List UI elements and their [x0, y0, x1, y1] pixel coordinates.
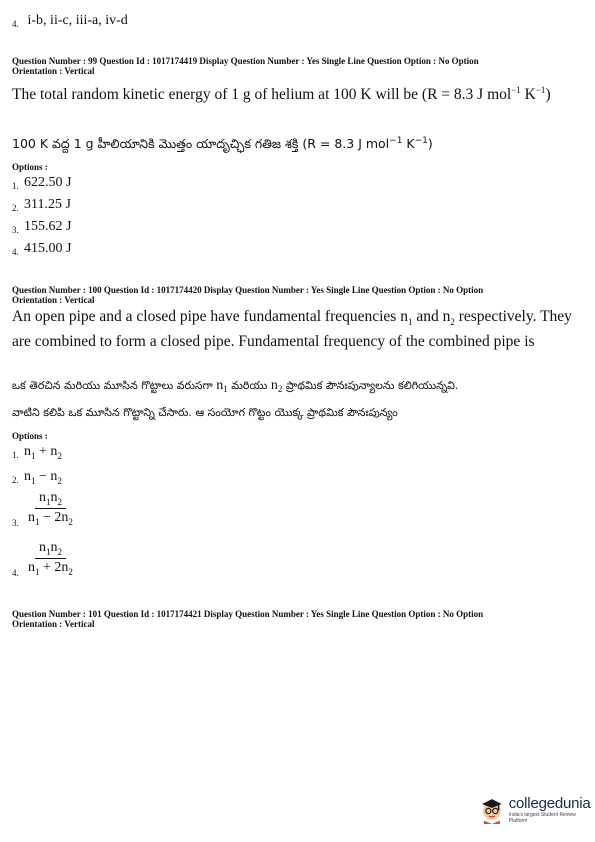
- q101-meta-line1: Question Number : 101 Question Id : 1017174421 Display Question Number : Yes Single Line Question Option : No Option: [12, 609, 484, 619]
- option-number: 4.: [12, 567, 19, 578]
- student-mascot-icon: [478, 794, 506, 824]
- q100-option-4[interactable]: [12, 540, 77, 577]
- q100-option-3[interactable]: [12, 490, 77, 527]
- q99-option-2[interactable]: [12, 196, 71, 218]
- option-number: 3.: [12, 517, 19, 528]
- option-text: 622.50 J: [24, 175, 72, 190]
- q99-option-4[interactable]: [12, 240, 71, 262]
- q100-option-1[interactable]: 1. $n_1 + n_2$: [12, 443, 62, 465]
- option-text: i-b, ii-c, iii-a, iv-d: [27, 13, 128, 28]
- logo-name: collegedunia: [508, 794, 591, 812]
- q100-text-telugu: ఒక తెరచిన మరియు మూసిన గొట్టాలు వరుసగా $n_1$ మరియు $n_2$ ప్రాథమిక పౌనఃపున్యాలను కలిగియున్నవి. వాటిని కలిపి ఒక మూసిన గొట్టాన్ని చేసారు. ఆ సంయోగ గొట్టం యొక్క ప్రాథమిక పౌనఃపున్యం: [12, 378, 459, 420]
- option-number: 4.: [12, 19, 19, 29]
- option-number: 1.: [12, 181, 19, 191]
- q99-meta-line2: Orientation : Vertical: [12, 66, 95, 76]
- q100-text-english: An open pipe and a closed pipe have fundamental frequencies $n_1$ and $n_2$ respectively. They are combined to form a closed pipe. Fundamental frequency of the combined pipe is: [12, 308, 572, 351]
- q100-option-2[interactable]: 2. $n_1 - n_2$: [12, 468, 62, 490]
- q99-option-3[interactable]: [12, 218, 71, 240]
- q99-options-list: [12, 174, 71, 262]
- option-number: 2.: [12, 475, 19, 485]
- collegedunia-logo: [478, 794, 595, 824]
- fraction: $\frac{n_1n_2}{n_1 + 2n_2}$: [28, 540, 73, 577]
- option-number: 3.: [12, 225, 19, 235]
- option-number: 1.: [12, 450, 19, 460]
- q101-meta: [12, 609, 587, 629]
- q99-text-english: The total random kinetic energy of 1 g of helium at 100 K will be (R = 8.3 J mol$^{-1}$ $K^{-1}$): [12, 85, 551, 104]
- prev-option-4: [12, 12, 128, 30]
- logo-tagline: India's largest Student Review Platform: [508, 811, 576, 824]
- fraction: $\frac{n_1n_2}{n_1 - 2n_2}$: [28, 490, 73, 527]
- q99-options-label: Options :: [12, 162, 48, 172]
- option-text: 415.00 J: [24, 241, 72, 256]
- q100-options-label: Options :: [12, 431, 48, 441]
- q99-option-1[interactable]: [12, 174, 71, 196]
- q99-meta: [12, 56, 587, 76]
- q99-text-telugu: 100 K వద్ద 1 g హీలియానికి మొత్తం యాదృచ్ఛిక గతిజ శక్తి (R = 8.3 J mol$^{-1}$ $K^{-1}$): [12, 136, 433, 152]
- q100-meta: [12, 285, 587, 305]
- q99-meta-line1: Question Number : 99 Question Id : 1017174419 Display Question Number : Yes Single Line Question Option : No Option: [12, 56, 479, 66]
- q100-meta-line2: Orientation : Vertical: [12, 295, 95, 305]
- option-text: 155.62 J: [24, 219, 72, 234]
- option-number: 4.: [12, 247, 19, 257]
- option-text: 311.25 J: [24, 197, 71, 212]
- q101-meta-line2: Orientation : Vertical: [12, 619, 95, 629]
- option-number: 2.: [12, 203, 19, 213]
- q100-meta-line1: Question Number : 100 Question Id : 1017174420 Display Question Number : Yes Single Line Question Option : No Option: [12, 285, 484, 295]
